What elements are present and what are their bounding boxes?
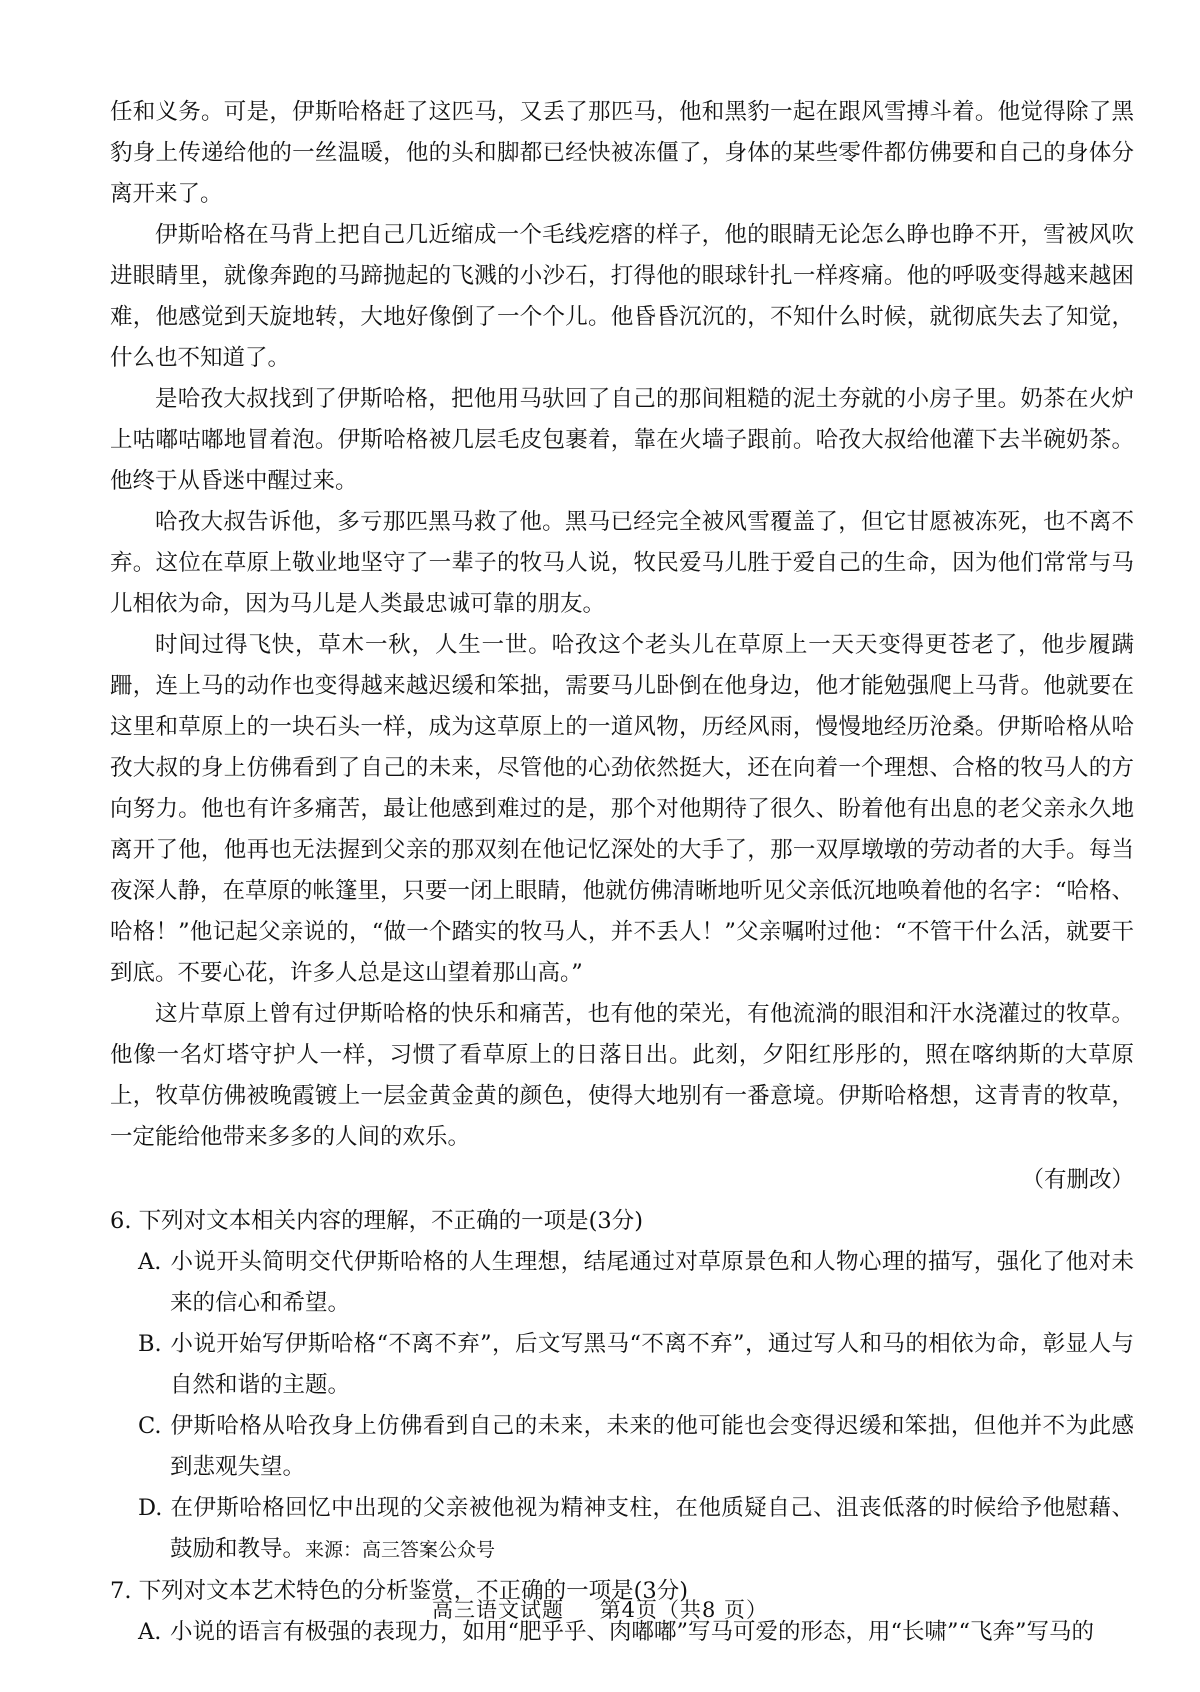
option-a	[110, 1242, 1134, 1324]
article-paragraph: 时间过得飞快，草木一秋，人生一世。哈孜这个老头儿在草原上一天天变得更苍老了，他步履蹒跚，连上马的动作也变得越来越迟缓和笨拙，需要马儿卧倒在他身边，他才能勉强爬上马背。他就要在这里和草原上的一块石头一样，成为这草原上的一道风物，历经风雨，慢慢地经历沧桑。伊斯哈格从哈孜大叔的身上仿佛看到了自己的未来，尽管他的心劲依然挺大，还在向着一个理想、合格的牧马人的方向努力。他也有许多痛苦，最让他感到难过的是，那个对他期待了很久、盼着他有出息的老父亲永久地离开了他，他再也无法握到父亲的那双刻在他记忆深处的大手了，那一双厚墩墩的劳动者的大手。每当夜深人静，在草原的帐篷里，只要一闭上眼睛，他就仿佛清晰地听见父亲低沉地唤着他的名字：“哈格、哈格！”他记起父亲说的，“做一个踏实的牧马人，并不丢人！”父亲嘱咐过他：“不管干什么活，就要干到底。不要心花，许多人总是这山望着那山高。”	[110, 632, 1135, 986]
question-stem: 6. 下列对文本相关内容的理解，不正确的一项是(3分)	[110, 1208, 643, 1234]
page-footer	[0, 1594, 1200, 1624]
question-6	[110, 1201, 1134, 1571]
option-letter: B.	[138, 1331, 162, 1357]
footer-page-number: 第4页（共8 页）	[599, 1598, 769, 1622]
option-text: 小说开头简明交代伊斯哈格的人生理想，结尾通过对草原景色和人物心理的描写，强化了他对未来的信心和希望。	[170, 1249, 1134, 1316]
question-stem: 7. 下列对文本艺术特色的分析鉴赏，不正确的一项是(3分)	[110, 1578, 688, 1604]
option-letter: A.	[138, 1619, 162, 1645]
option-text: 小说的语言有极强的表现力，如用“肥乎乎、肉嘟嘟”写马可爱的形态，用“长啸”“飞奔”写马的	[170, 1619, 1095, 1645]
option-d	[110, 1488, 1134, 1571]
article-paragraph: 任和义务。可是，伊斯哈格赶了这匹马，又丢了那匹马，他和黑豹一起在跟风雪搏斗着。他觉得除了黑豹身上传递给他的一丝温暖，他的头和脚都已经快被冻僵了，身体的某些零件都仿佛要和自己的身体分离开来了。	[110, 99, 1134, 207]
article-paragraph: 这片草原上曾有过伊斯哈格的快乐和痛苦，也有他的荣光，有他流淌的眼泪和汗水浇灌过的牧草。他像一名灯塔守护人一样，习惯了看草原上的日落日出。此刻，夕阳红彤彤的，照在喀纳斯的大草原上，牧草仿佛被晚霞镀上一层金黄金黄的颜色，使得大地别有一番意境。伊斯哈格想，这青青的牧草，一定能给他带来多多的人间的欢乐。	[110, 1001, 1134, 1150]
option-b	[110, 1324, 1134, 1406]
article-paragraph: 伊斯哈格在马背上把自己几近缩成一个毛线疙瘩的样子，他的眼睛无论怎么睁也睁不开，雪被风吹进眼睛里，就像奔跑的马蹄抛起的飞溅的小沙石，打得他的眼球针扎一样疼痛。他的呼吸变得越来越困难，他感觉到天旋地转，大地好像倒了一个个儿。他昏昏沉沉的，不知什么时候，就彻底失去了知觉，什么也不知道了。	[110, 222, 1134, 371]
option-c	[110, 1406, 1134, 1488]
option-text: 伊斯哈格从哈孜身上仿佛看到自己的未来，未来的他可能也会变得迟缓和笨拙，但他并不为此感到悲观失望。	[170, 1413, 1134, 1480]
option-letter: A.	[138, 1249, 162, 1275]
option-text: 小说开始写伊斯哈格“不离不弃”，后文写黑马“不离不弃”，通过写人和马的相依为命，彰显人与自然和谐的主题。	[170, 1331, 1134, 1398]
edit-note: （有删改）	[1021, 1167, 1134, 1193]
article-paragraph: 哈孜大叔告诉他，多亏那匹黑马救了他。黑马已经完全被风雪覆盖了，但它甘愿被冻死，也不离不弃。这位在草原上敬业地坚守了一辈子的牧马人说，牧民爱马儿胜于爱自己的生命，因为他们常常与马儿相依为命，因为马儿是人类最忠诚可靠的朋友。	[110, 509, 1134, 617]
source-watermark: 来源：高三答案公众号	[305, 1539, 496, 1561]
footer-subject: 高三语文试题	[431, 1598, 564, 1622]
option-letter: C.	[138, 1413, 162, 1439]
option-letter: D.	[138, 1495, 163, 1521]
article-paragraph: 是哈孜大叔找到了伊斯哈格，把他用马驮回了自己的那间粗糙的泥土夯就的小房子里。奶茶在火炉上咕嘟咕嘟地冒着泡。伊斯哈格被几层毛皮包裹着，靠在火墙子跟前。哈孜大叔给他灌下去半碗奶茶。他终于从昏迷中醒过来。	[110, 386, 1134, 494]
option-text: 在伊斯哈格回忆中出现的父亲被他视为精神支柱，在他质疑自己、沮丧低落的时候给予他慰藉、鼓励和教导。	[170, 1495, 1134, 1562]
